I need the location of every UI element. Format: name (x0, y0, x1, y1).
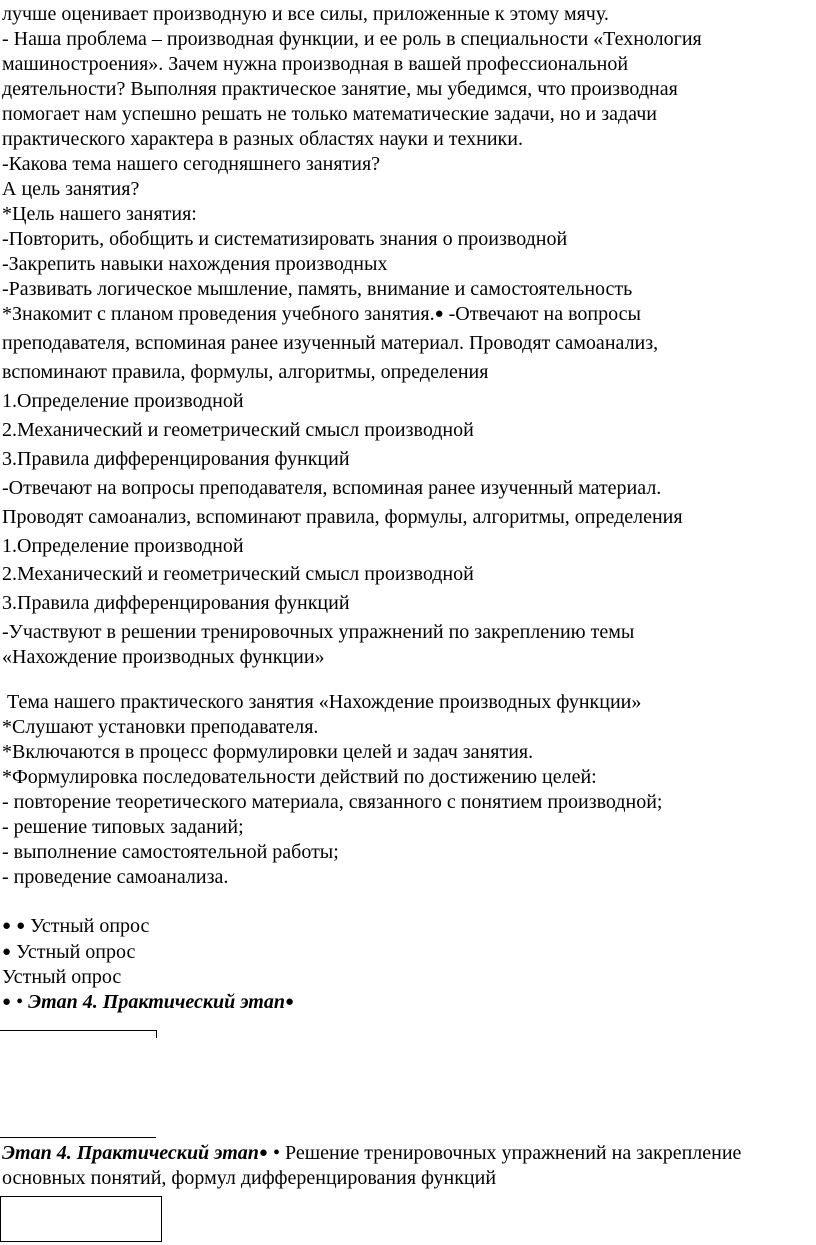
text-line: -Закрепить навыки нахождения производных (2, 253, 388, 275)
plan-text: *Знакомит с планом проведения учебного занятия. (2, 303, 435, 325)
text-line: - решение типовых заданий; (2, 816, 244, 838)
text-line: - Наша проблема – производная функции, и ее роль в специальности «Технология (2, 28, 702, 50)
text-line: 3.Правила дифференцирования функций (2, 448, 350, 470)
text-line: основных понятий, формул дифференцирования функций (2, 1167, 497, 1189)
text-line: - выполнение самостоятельной работы; (2, 841, 339, 863)
text-line: -Повторить, обобщить и систематизировать знания о производной (2, 228, 568, 250)
bullet-icon: ● (284, 994, 295, 1010)
text-line: Тема нашего практического занятия «Нахождение производных функции» (2, 691, 642, 713)
text-line: -Развивать логическое мышление, память, внимание и самостоятельность (2, 278, 633, 300)
text-line: -Участвуют в решении тренировочных упражнений по закреплению темы (2, 621, 635, 643)
text-line: - повторение теоретического материала, связанного с понятием производной; (2, 791, 663, 813)
bullet-icon: ● (2, 994, 12, 1010)
table-border (0, 1137, 156, 1138)
text-line: А цель занятия? (2, 178, 140, 200)
oral-survey-line (2, 914, 149, 940)
text-line: *Формулировка последовательности действий по достижению целей: (2, 766, 597, 788)
answer-text: -Отвечают на вопросы (443, 303, 641, 325)
oral-survey-text: Устный опрос (30, 915, 150, 937)
oral-survey-line: Устный опрос (2, 966, 122, 988)
text-line: 3.Правила дифференцирования функций (2, 592, 350, 614)
text-line: *Цель нашего занятия: (2, 203, 197, 225)
text-line: вспоминают правила, формулы, алгоритмы, определения (2, 361, 489, 383)
text-line: «Нахождение производных функции» (2, 646, 325, 668)
text-line: -Отвечают на вопросы преподавателя, вспоминая ранее изученный материал. (2, 477, 662, 499)
text-line: 2.Механический и геометрический смысл производной (2, 563, 474, 585)
bullet-icon: ● (2, 944, 12, 960)
text-line: практического характера в разных областях науки и техники. (2, 128, 523, 150)
text-line: *Слушают установки преподавателя. (2, 716, 319, 738)
text-line: Проводят самоанализ, вспоминают правила, формулы, алгоритмы, определения (2, 506, 683, 528)
stage-heading (2, 990, 294, 1016)
bullet-icon: ● (16, 918, 26, 934)
table-cell (0, 1196, 162, 1242)
table-border (156, 1030, 157, 1038)
text-line: *Включаются в процесс формулировки целей и задач занятия. (2, 741, 534, 763)
stage-description-text: Решение тренировочных упражнений на закрепление (279, 1142, 742, 1164)
text-line: 1.Определение производной (2, 535, 244, 557)
text-line: 1.Определение производной (2, 390, 244, 412)
text-line: 2.Механический и геометрический смысл производной (2, 419, 474, 441)
bullet-icon: • (272, 1142, 280, 1164)
text-line: помогает нам успешно решать не только математические задачи, но и задачи (2, 103, 657, 125)
table-border (0, 1030, 156, 1031)
stage-description (2, 1141, 741, 1167)
stage-number: Этап 4. (28, 991, 98, 1013)
bullet-icon: • (16, 991, 24, 1013)
text-line: машиностроения». Зачем нужна производная в вашей профессиональной (2, 53, 629, 75)
stage-number: Этап 4. (2, 1142, 72, 1164)
text-line: деятельности? Выполняя практическое занятие, мы убедимся, что производная (2, 78, 678, 100)
stage-title: Практический этап (102, 991, 285, 1013)
bullet-icon: ● (2, 918, 12, 934)
stage-title: Практический этап (76, 1142, 259, 1164)
bullet-icon: ● (258, 1145, 268, 1161)
text-line: - проведение самоанализа. (2, 866, 229, 888)
text-line: лучше оценивает производную и все силы, приложенные к этому мячу. (2, 3, 609, 25)
text-line: -Какова тема нашего сегодняшнего занятия? (2, 153, 381, 175)
text-line (2, 302, 641, 328)
oral-survey-line (2, 940, 135, 966)
text-line: преподавателя, вспоминая ранее изученный материал. Проводят самоанализ, (2, 332, 659, 354)
oral-survey-text: Устный опрос (16, 941, 136, 963)
bullet-icon: ● (434, 306, 444, 322)
